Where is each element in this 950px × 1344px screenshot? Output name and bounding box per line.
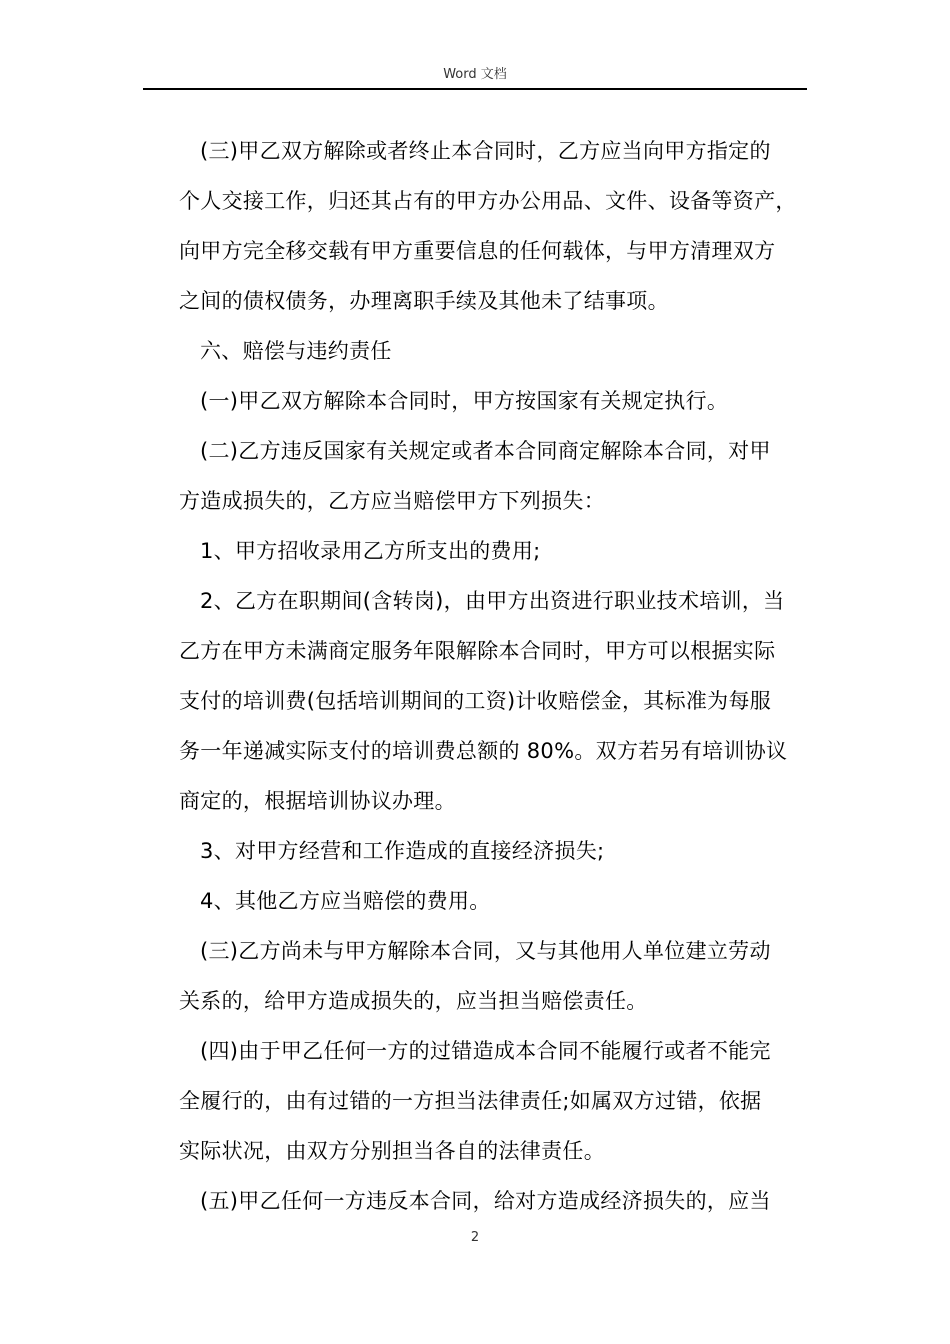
text-line: 实际状况，由双方分别担当各自的法律责任。 xyxy=(179,1139,605,1163)
text-line: (五)甲乙任何一方违反本合同，给对方造成经济损失的，应当 xyxy=(200,1189,771,1213)
text-line: (一)甲乙双方解除本合同时，甲方按国家有关规定执行。 xyxy=(200,389,729,413)
text-line: 方造成损失的，乙方应当赔偿甲方下列损失： xyxy=(179,489,605,513)
page-number: 2 xyxy=(470,1230,480,1245)
text-line: 3、对甲方经营和工作造成的直接经济损失; xyxy=(200,839,605,863)
text-line: 全履行的，由有过错的一方担当法律责任;如属双方过错，依据 xyxy=(179,1089,762,1113)
text-line: 商定的，根据培训协议办理。 xyxy=(179,789,456,813)
document-body xyxy=(179,126,819,1226)
text-line: 2、乙方在职期间(含转岗)，由甲方出资进行职业技术培训，当 xyxy=(200,589,785,613)
text-line: 关系的，给甲方造成损失的，应当担当赔偿责任。 xyxy=(179,989,648,1013)
text-line: (四)由于甲乙任何一方的过错造成本合同不能履行或者不能完 xyxy=(200,1039,771,1063)
text-line: 乙方在甲方未满商定服务年限解除本合同时，甲方可以根据实际 xyxy=(179,639,776,663)
text-line: 之间的债权债务，办理离职手续及其他未了结事项。 xyxy=(179,289,669,313)
text-line: 务一年递减实际支付的培训费总额的 80%。双方若另有培训协议 xyxy=(179,739,788,763)
page-header-title: Word 文档 xyxy=(443,67,507,82)
text-line: (三)甲乙双方解除或者终止本合同时，乙方应当向甲方指定的 xyxy=(200,139,771,163)
text-line: 六、赔偿与违约责任 xyxy=(200,339,392,363)
text-line: (二)乙方违反国家有关规定或者本合同商定解除本合同，对甲 xyxy=(200,439,771,463)
text-line: 4、其他乙方应当赔偿的费用。 xyxy=(200,889,491,913)
text-line: 支付的培训费(包括培训期间的工资)计收赔偿金，其标准为每服 xyxy=(179,689,772,713)
text-line: (三)乙方尚未与甲方解除本合同，又与其他用人单位建立劳动 xyxy=(200,939,771,963)
text-line: 向甲方完全移交载有甲方重要信息的任何载体，与甲方清理双方 xyxy=(179,239,776,263)
header-divider xyxy=(143,88,807,90)
text-line: 个人交接工作，归还其占有的甲方办公用品、文件、设备等资产， xyxy=(179,189,797,213)
text-line: 1、甲方招收录用乙方所支出的费用; xyxy=(200,539,541,563)
